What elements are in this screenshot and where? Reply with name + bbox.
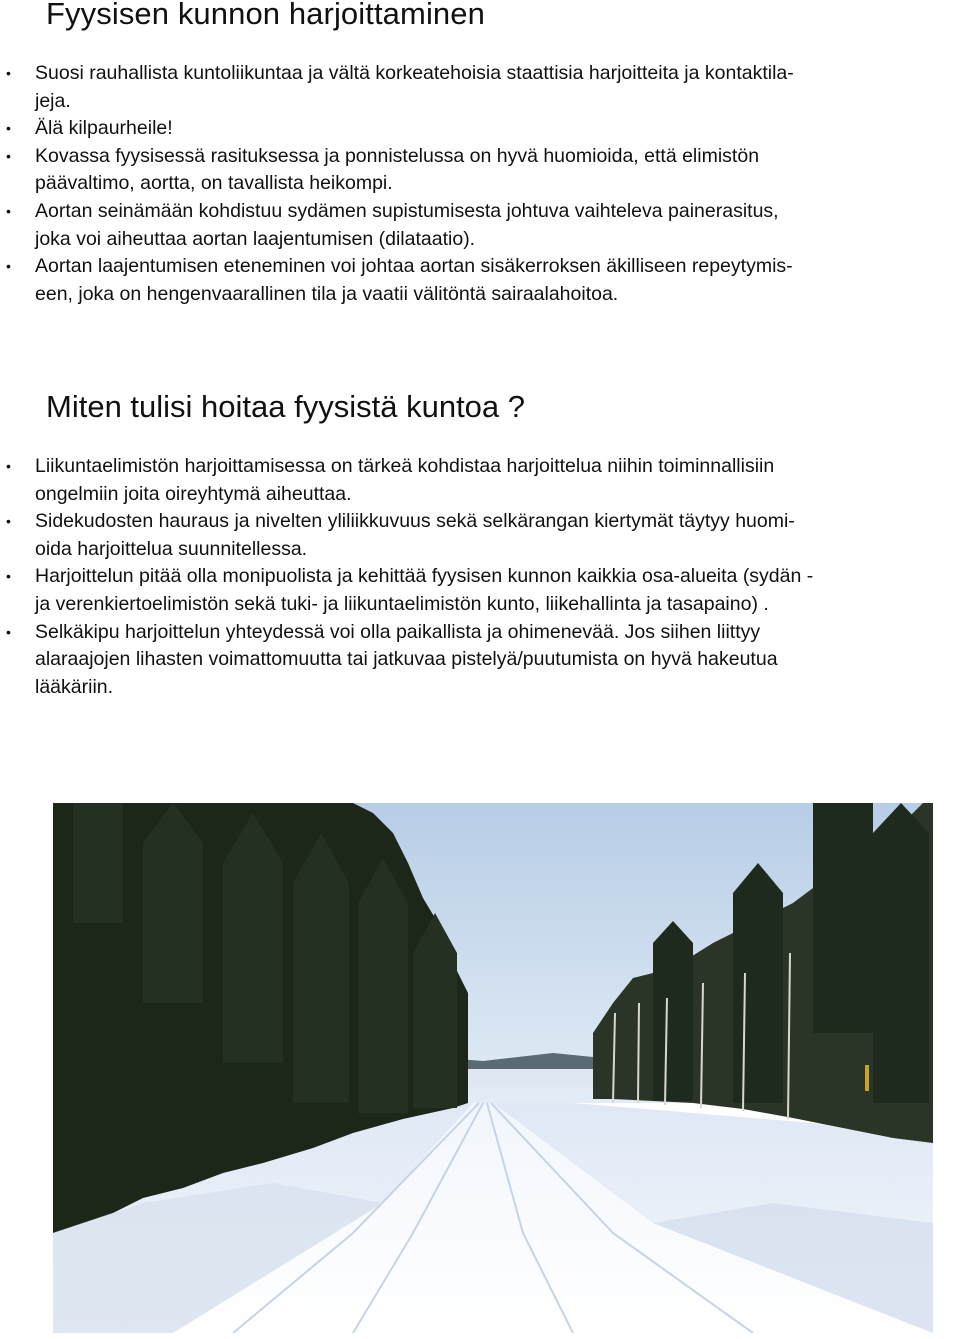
bullet-icon: • [6,458,11,474]
trail-marker-pole [865,1065,869,1091]
list-item-text: Älä kilpaurheile! [35,117,173,140]
bullet-list-section1 [0,60,960,308]
bullet-icon: • [6,623,11,640]
ski-trail-photo [53,803,933,1333]
list-item-text: Liikuntaelimistön harjoittamisessa on tärkeä kohdistaa harjoittelua niihin toiminnallisiin ongelmiin joita oireyhtymä aiheuttaa. [35,455,775,505]
list-item [0,198,960,253]
bullet-icon: • [6,65,11,81]
bullet-icon: • [6,147,11,164]
list-item [0,619,960,702]
bullet-list-section2 [0,453,960,701]
list-item-text: Aortan laajentumisen eteneminen voi johtaa aortan sisäkerroksen äkilliseen repeytymis- een, joka on hengenvaarallinen tila ja vaatii välitöntä sairaalahoitoa. [35,255,793,305]
list-item [0,115,960,143]
list-item [0,60,960,115]
bullet-icon: • [6,513,11,530]
bullet-icon: • [6,120,11,137]
bullet-icon: • [6,258,11,275]
page-title: Fyysisen kunnon harjoittaminen [46,0,485,31]
list-item [0,508,960,563]
list-item-text: Harjoittelun pitää olla monipuolista ja kehittää fyysisen kunnon kaikkia osa-alueita (sydän - ja verenkiertoelimistön sekä tuki- ja liikuntaelimistön kunto, liikehallinta ja tasapaino) . [35,565,814,615]
list-item-text: Aortan seinämään kohdistuu sydämen supistumisesta johtuva vaihteleva painerasitus, joka voi aiheuttaa aortan laajentumisen (dilataatio). [35,199,779,250]
ski-trail-illustration [53,803,933,1333]
list-item-text: Sidekudosten hauraus ja nivelten yliliikkuvuus sekä selkärangan kiertymät täytyy huomi- oida harjoittelua suunnitellessa. [35,510,795,560]
bullet-icon: • [6,202,11,219]
bullet-icon: • [6,568,11,585]
list-item [0,563,960,618]
list-item-text: Selkäkipu harjoittelun yhteydessä voi olla paikallista ja ohimenevää. Jos siihen liittyy alaraajojen lihasten voimattomuutta tai jatkuvaa pistelyä/puutumista on hyvä hakeutua lääkäriin. [35,620,778,698]
section-heading: Miten tulisi hoitaa fyysistä kuntoa ? [46,389,526,424]
list-item [0,143,960,198]
list-item-text: Kovassa fyysisessä rasituksessa ja ponnistelussa on hyvä huomioida, että elimistön päävaltimo, aortta, on tavallista heikompi. [35,144,760,195]
list-item [0,453,960,508]
list-item [0,253,960,308]
list-item-text: Suosi rauhallista kuntoliikuntaa ja vältä korkeatehoisia staattisia harjoitteita ja kontaktila- jeja. [35,62,794,112]
